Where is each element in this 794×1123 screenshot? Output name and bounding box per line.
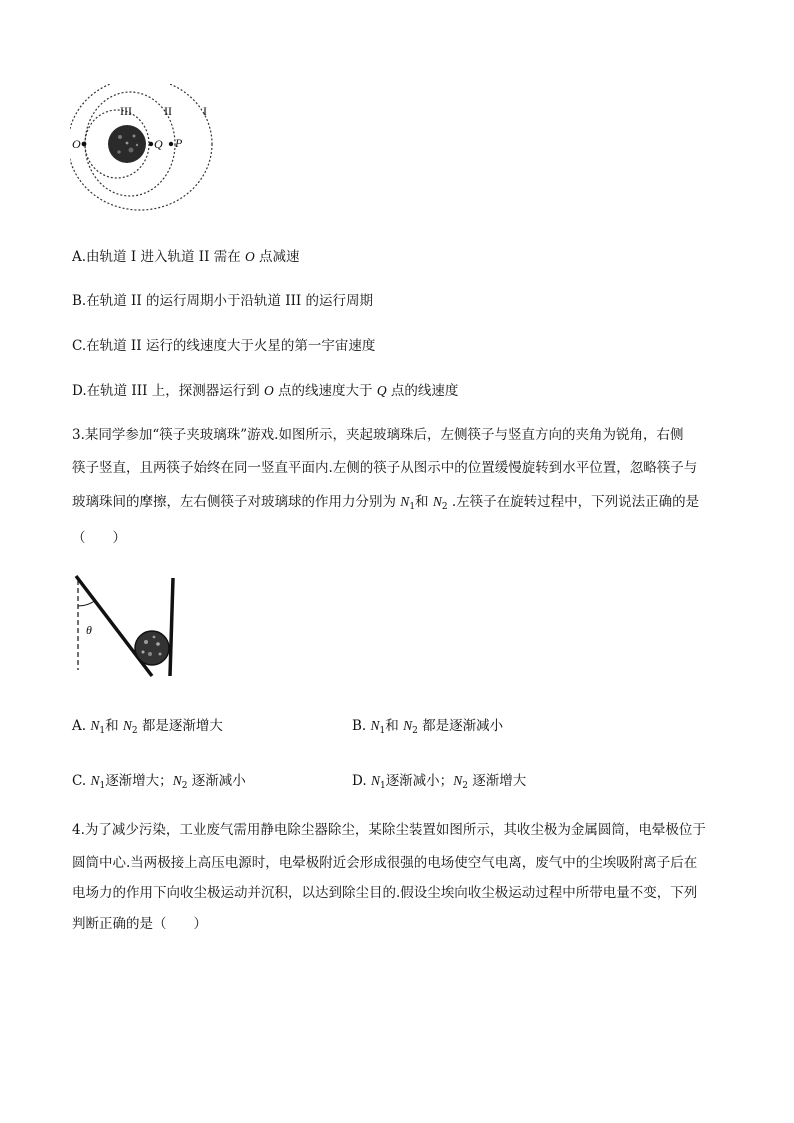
q3-line-1: 3.某同学参加“筷子夹玻璃珠”游戏.如图所示，夹起玻璃珠后，左侧筷子与竖直方向的夹角为锐角，右侧: [72, 427, 684, 443]
q4-line-2: 圆筒中心.当两极接上高压电源时，电晕极附近会形成很强的电场使空气电离，废气中的尘埃吸附离子后在: [72, 855, 698, 871]
label-q: Q: [154, 137, 163, 151]
q4-line-4: 判断正确的是（ ）: [72, 916, 207, 932]
q2-option-a: A.由轨道 I 进入轨道 II 需在 O 点减速: [72, 249, 300, 265]
label-iii: III: [120, 104, 132, 118]
q3-line-2: 筷子竖直，且两筷子始终在同一竖直平面内.左侧的筷子从图示中的位置缓慢旋转到水平位置，忽略筷子与: [72, 460, 698, 476]
q3-option-b: B. $N_1$和 $N_2$ 都是逐渐减小: [352, 718, 504, 736]
theta-label: θ: [86, 623, 92, 637]
q3-option-d: D. $N_1$逐渐减小；$N_2$ 逐渐增大: [352, 773, 527, 791]
label-o: O: [72, 137, 81, 151]
label-ii: II: [164, 104, 172, 118]
glass-bead: [135, 631, 169, 665]
q2-option-b: B.在轨道 II 的运行周期小于沿轨道 III 的运行周期: [72, 293, 374, 309]
label-i: I: [203, 104, 207, 118]
point-p: [169, 142, 173, 146]
q4-line-1: 4.为了减少污染，工业废气需用静电除尘器除尘，某除尘装置如图所示，其收尘极为金属圆筒，电晕极位于: [72, 822, 706, 838]
orbit-figure: [70, 84, 220, 219]
q4-line-3: 电场力的作用下向收尘极运动并沉积，以达到除尘目的.假设尘埃向收尘极运动过程中所带电量不变，下列: [72, 885, 698, 901]
chopsticks-figure: [70, 574, 185, 684]
q3-line-4: （ ）: [72, 530, 126, 546]
label-p: P: [175, 136, 183, 150]
q3-option-a: A. $N_1$和 $N_2$ 都是逐渐增大: [72, 718, 223, 736]
q2-option-c: C.在轨道 II 运行的线速度大于火星的第一宇宙速度: [72, 338, 376, 354]
point-q: [149, 142, 153, 146]
q2-option-d: D.在轨道 III 上，探测器运行到 O 点的线速度大于 Q 点的线速度: [72, 383, 459, 399]
q3-option-c: C. $N_1$逐渐增大；$N_2$ 逐渐减小: [72, 773, 246, 791]
right-chopstick: [170, 578, 173, 676]
point-o: [82, 142, 87, 147]
q3-line-3: 玻璃珠间的摩擦，左右侧筷子对玻璃球的作用力分别为 $N_1$和 $N_2$ .左筷子在旋转过程中，下列说法正确的是: [72, 494, 700, 512]
